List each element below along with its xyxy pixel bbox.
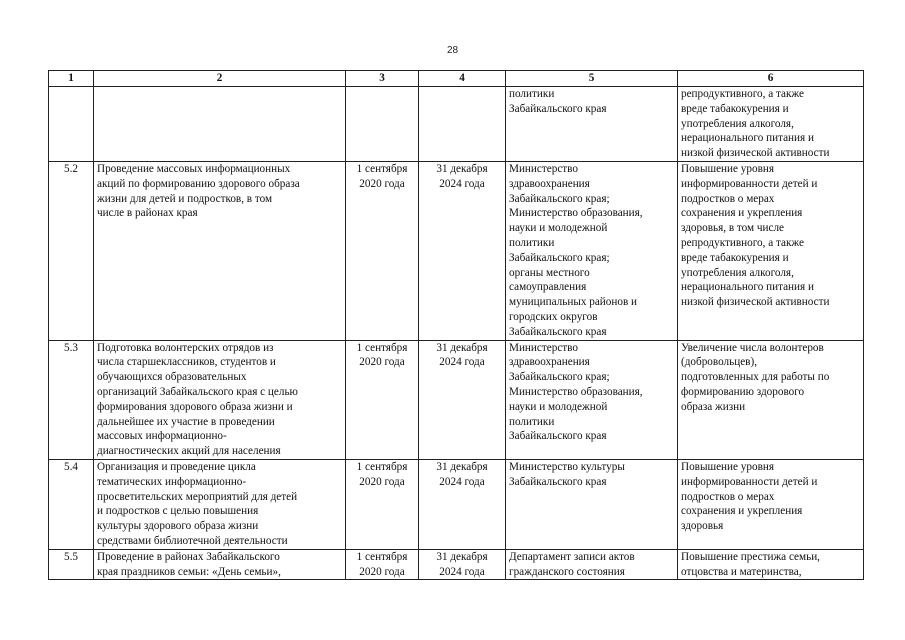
responsible-executor-line: Забайкальского края; (509, 192, 610, 205)
row-number-cell: 5.3 (49, 340, 94, 459)
action-description-line: акций по формированию здорового образа (97, 177, 300, 190)
expected-result-line: информированности детей и (681, 177, 818, 190)
row-number-cell: 5.4 (49, 459, 94, 549)
expected-result-cell (678, 340, 864, 459)
action-description-line: края праздников семьи: «День семьи», (97, 565, 281, 578)
table-row (49, 459, 864, 549)
expected-result-cell (678, 459, 864, 549)
responsible-executor-line: Министерство культуры (509, 460, 625, 473)
row-number-cell: 5.5 (49, 549, 94, 580)
expected-result-line: сохранения и укрепления (681, 505, 803, 518)
action-description-cell (94, 549, 346, 580)
start-date-cell (346, 459, 419, 549)
expected-result-line: Повышение уровня (681, 162, 774, 175)
expected-result-line: Повышение престижа семьи, (681, 550, 820, 563)
responsible-executor-cell (506, 549, 678, 580)
end-date-cell (419, 549, 506, 580)
row-number-cell: 5.2 (49, 161, 94, 340)
end-date-cell (419, 459, 506, 549)
column-header-1: 1 (49, 71, 94, 87)
page-number: 28 (446, 45, 459, 56)
start-date-cell (346, 161, 419, 340)
expected-result-line: здоровья, в том числе (681, 222, 785, 235)
end-date-line: 31 декабря (436, 162, 488, 175)
action-description-cell (94, 340, 346, 459)
expected-result-cell (678, 161, 864, 340)
action-description-line: просветительских мероприятий для детей (97, 490, 298, 503)
end-date-line: 31 декабря (436, 341, 488, 354)
responsible-executor-cell (506, 459, 678, 549)
responsible-executor-line: Министерство образования, (509, 207, 643, 220)
expected-result-line: подростков о мерах (681, 490, 775, 503)
action-description-cell (94, 459, 346, 549)
responsible-executor-line: политики (509, 88, 555, 100)
action-description-line: культуры здорового образа жизни (97, 520, 259, 533)
header-row (49, 71, 864, 87)
responsible-executor-line: Министерство (509, 341, 578, 354)
responsible-executor-line: самоуправления (509, 281, 587, 294)
responsible-executor-line: политики (509, 415, 555, 428)
action-description-line: числе в районах края (97, 207, 198, 220)
responsible-executor-line: органы местного (509, 266, 590, 279)
expected-result-cell (678, 549, 864, 580)
table-row (49, 340, 864, 459)
expected-result-line: отцовства и материнства, (681, 565, 802, 578)
expected-result-line: вреде табакокурения и (681, 251, 789, 264)
table-body (49, 87, 864, 580)
action-description-line: массовых информационно- (97, 430, 227, 443)
start-date-cell (346, 340, 419, 459)
expected-result-line: репродуктивного, а также (681, 236, 804, 249)
expected-result-line: репродуктивного, а также (681, 88, 804, 100)
end-date-line: 2024 года (439, 177, 485, 190)
responsible-executor-line: науки и молодежной (509, 222, 608, 235)
responsible-executor-cell (506, 340, 678, 459)
action-description-line: обучающихся образовательных (97, 371, 247, 384)
expected-result-line: здоровья (681, 520, 724, 533)
expected-result-line: нерационального питания и (681, 281, 814, 294)
responsible-executor-line: здравоохранения (509, 356, 590, 369)
action-description-line: средствами библиотечной деятельности (97, 534, 288, 547)
start-date-cell (346, 549, 419, 580)
column-header-2: 2 (94, 71, 346, 87)
expected-result-line: образа жизни (681, 400, 746, 413)
expected-result-line: сохранения и укрепления (681, 207, 803, 220)
end-date-cell (419, 340, 506, 459)
start-date-line: 2020 года (359, 356, 405, 369)
expected-result-line: низкой физической активности (681, 147, 830, 160)
responsible-executor-line: Забайкальского края (509, 475, 607, 488)
column-header-4: 4 (419, 71, 506, 87)
responsible-executor-line: Департамент записи актов (509, 550, 635, 563)
action-description-cell (94, 87, 346, 162)
expected-result-line: нерационального питания и (681, 132, 814, 145)
table-row (49, 161, 864, 340)
action-description-line: дальнейшее их участие в проведении (97, 415, 275, 428)
expected-result-line: (добровольцев), (681, 356, 757, 369)
table-row (49, 549, 864, 580)
responsible-executor-line: Министерство образования, (509, 385, 643, 398)
expected-result-cell (678, 87, 864, 162)
expected-result-line: вреде табакокурения и (681, 102, 789, 115)
responsible-executor-line: Министерство (509, 162, 578, 175)
action-description-line: организаций Забайкальского края с целью (97, 385, 298, 398)
expected-result-line: Повышение уровня (681, 460, 774, 473)
table-row (49, 87, 864, 162)
action-description-line: формирования здорового образа жизни и (97, 400, 293, 413)
action-description-cell (94, 161, 346, 340)
responsible-executor-line: муниципальных районов и (509, 296, 638, 309)
expected-result-line: употребления алкоголя, (681, 266, 794, 279)
column-header-5: 5 (506, 71, 678, 87)
responsible-executor-line: Забайкальского края; (509, 251, 610, 264)
responsible-executor-line: политики (509, 236, 555, 249)
start-date-line: 1 сентября (356, 162, 408, 175)
responsible-executor-line: гражданского состояния (509, 565, 625, 578)
responsible-executor-line: Забайкальского края; (509, 371, 610, 384)
action-description-line: тематических информационно- (97, 475, 247, 488)
action-description-line: жизни для детей и подростков, в том (97, 192, 273, 205)
responsible-executor-line: здравоохранения (509, 177, 590, 190)
end-date-cell (419, 87, 506, 162)
expected-result-line: Увеличение числа волонтеров (681, 341, 824, 354)
end-date-line: 31 декабря (436, 550, 488, 563)
end-date-cell (419, 161, 506, 340)
responsible-executor-line: Забайкальского края (509, 102, 607, 115)
end-date-line: 2024 года (439, 356, 485, 369)
expected-result-line: низкой физической активности (681, 296, 830, 309)
start-date-cell (346, 87, 419, 162)
start-date-line: 1 сентября (356, 550, 408, 563)
action-description-line: диагностических акций для населения (97, 445, 281, 458)
start-date-line: 1 сентября (356, 460, 408, 473)
expected-result-line: подготовленных для работы по (681, 371, 830, 384)
action-description-line: Проведение в районах Забайкальского (97, 550, 280, 563)
action-description-line: Подготовка волонтерских отрядов из (97, 341, 274, 354)
column-header-3: 3 (346, 71, 419, 87)
row-number-cell (49, 87, 94, 162)
start-date-line: 2020 года (359, 565, 405, 578)
responsible-executor-line: Забайкальского края (509, 325, 607, 338)
expected-result-line: формированию здорового (681, 385, 805, 398)
column-header-6: 6 (678, 71, 864, 87)
start-date-line: 2020 года (359, 475, 405, 488)
end-date-line: 2024 года (439, 565, 485, 578)
responsible-executor-cell (506, 161, 678, 340)
expected-result-line: употребления алкоголя, (681, 117, 794, 130)
start-date-line: 2020 года (359, 177, 405, 190)
end-date-line: 2024 года (439, 475, 485, 488)
responsible-executor-cell (506, 87, 678, 162)
responsible-executor-line: городских округов (509, 310, 598, 323)
action-description-line: Организация и проведение цикла (97, 460, 256, 473)
responsible-executor-line: Забайкальского края (509, 430, 607, 443)
action-description-line: Проведение массовых информационных (97, 162, 291, 175)
responsible-executor-line: науки и молодежной (509, 400, 608, 413)
start-date-line: 1 сентября (356, 341, 408, 354)
expected-result-line: информированности детей и (681, 475, 818, 488)
activities-table (48, 70, 864, 580)
end-date-line: 31 декабря (436, 460, 488, 473)
action-description-line: и подростков с целью повышения (97, 505, 259, 518)
expected-result-line: подростков о мерах (681, 192, 775, 205)
action-description-line: числа старшеклассников, студентов и (97, 356, 276, 369)
